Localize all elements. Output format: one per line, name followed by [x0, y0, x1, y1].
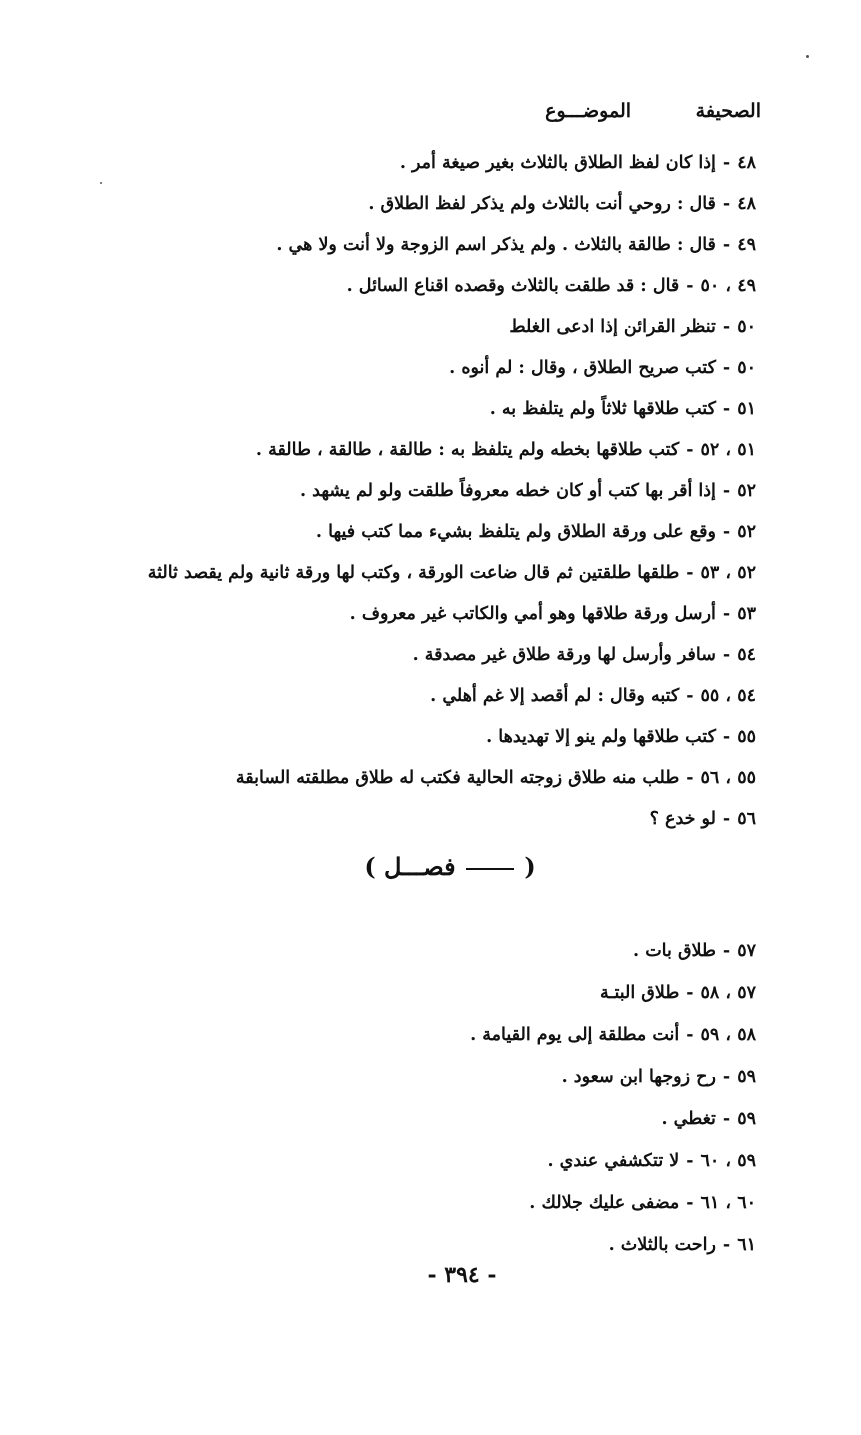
section-title-close-paren: ) — [364, 852, 376, 881]
page-column-heading: الصحيفة — [695, 100, 761, 122]
entry-topic-text: طلاق البتـة — [599, 983, 680, 1003]
entry-page-number: ٥٨ ، ٥٩ — [700, 1025, 756, 1045]
entry-page-number: ٥٧ — [737, 941, 756, 961]
entry-dash: - — [722, 1109, 731, 1129]
entry-topic-text: كتب طلاقها ثلاثاً ولم يتلفظ به . — [489, 399, 716, 419]
scan-speck — [100, 182, 102, 184]
entry-page-number: ٤٩ — [737, 235, 756, 255]
index-entry — [470, 972, 756, 1014]
entry-topic-text: كتب طلاقها ولم ينو إلا تهديدها . — [486, 727, 716, 747]
index-entry — [148, 758, 756, 799]
entry-page-number: ٥٩ ، ٦٠ — [700, 1151, 756, 1171]
entry-topic-text: إذا أقر بها كتب أو كان خطه معروفاً طلقت ولو لم يشهد . — [299, 481, 716, 501]
entry-topic-text: إذا كان لفظ الطلاق بالثلاث بغير صيغة أمر . — [399, 153, 716, 173]
entry-page-number: ٤٨ — [737, 194, 756, 214]
entry-topic-text: قال : قد طلقت بالثلاث وقصده اقناع السائل . — [346, 276, 680, 296]
entry-page-number: ٥٤ ، ٥٥ — [700, 686, 756, 706]
entry-topic-text: تنظر القرائن إذا ادعى الغلط — [509, 317, 716, 337]
entry-page-number: ٥٢ — [737, 481, 756, 501]
entry-topic-text: طلب منه طلاق زوجته الحالية فكتب له طلاق مطلقته السابقة — [235, 768, 680, 788]
index-entry — [148, 471, 756, 512]
index-entry — [148, 676, 756, 717]
scan-speck — [806, 55, 809, 58]
index-entry — [148, 184, 756, 225]
entry-page-number: ٥١ — [737, 399, 756, 419]
entry-topic-text: طلاق بات . — [633, 941, 716, 961]
section-title-open-paren: ( — [524, 852, 536, 881]
entry-topic-text: كتب طلاقها بخطه ولم يتلفظ به : طالقة ، طالقة ، طالقة . — [255, 440, 680, 460]
index-entry — [148, 635, 756, 676]
entry-dash: - — [686, 563, 694, 583]
index-entries-list — [148, 143, 756, 840]
index-entry — [148, 389, 756, 430]
entry-dash: - — [686, 1193, 694, 1213]
entry-topic-text: تغطي . — [661, 1109, 716, 1129]
entry-page-number: ٥٥ — [737, 727, 756, 747]
entry-dash: - — [722, 194, 731, 214]
entry-dash: - — [722, 604, 731, 624]
entry-topic-text: كتبه وقال : لم أقصد إلا غم أهلي . — [430, 686, 680, 706]
entry-page-number: ٥٥ ، ٥٦ — [700, 768, 756, 788]
entry-dash: - — [722, 399, 731, 419]
index-entry — [148, 266, 756, 307]
entry-dash: - — [722, 1067, 731, 1087]
entry-topic-text: لو خدع ؟ — [649, 809, 716, 829]
entry-page-number: ٥٢ — [737, 522, 756, 542]
entry-page-number: ٥٤ — [737, 645, 756, 665]
entry-dash: - — [686, 1025, 694, 1045]
entry-topic-text: أرسل ورقة طلاقها وهو أمي والكاتب غير معروف . — [349, 604, 716, 624]
entry-dash: - — [722, 317, 731, 337]
index-entry — [470, 1098, 756, 1140]
index-entries-list-section — [470, 930, 756, 1266]
entry-page-number: ٤٨ — [737, 153, 756, 173]
entry-dash: - — [686, 768, 694, 788]
entry-dash: - — [686, 276, 694, 296]
section-title — [0, 852, 861, 881]
index-header — [545, 100, 761, 122]
index-entry — [148, 594, 756, 635]
entry-page-number: ٥٩ — [737, 1109, 756, 1129]
entry-page-number: ٥٩ — [737, 1067, 756, 1087]
entry-dash: - — [722, 522, 731, 542]
index-entry — [148, 430, 756, 471]
entry-topic-text: طلقها طلقتين ثم قال ضاعت الورقة ، وكتب لها ورقة ثانية ولم يقصد ثالثة — [147, 563, 680, 583]
entry-topic-text: كتب صريح الطلاق ، وقال : لم أنوه . — [449, 358, 716, 378]
entry-page-number: ٥٦ — [737, 809, 756, 829]
entry-dash: - — [722, 727, 731, 747]
section-title-rule — [466, 868, 514, 870]
entry-dash: - — [722, 1235, 731, 1255]
entry-topic-text: سافر وأرسل لها ورقة طلاق غير مصدقة . — [412, 645, 716, 665]
entry-dash: - — [722, 481, 731, 501]
entry-topic-text: قال : طالقة بالثلاث . ولم يذكر اسم الزوجة ولا أنت ولا هي . — [276, 235, 716, 255]
entry-page-number: ٦١ — [737, 1235, 756, 1255]
entry-page-number: ٥٠ — [737, 317, 756, 337]
entry-page-number: ٥٣ — [737, 604, 756, 624]
entry-topic-text: قال : روحي أنت بالثلاث ولم يذكر لفظ الطلاق . — [368, 194, 716, 214]
entry-page-number: ٥٧ ، ٥٨ — [700, 983, 756, 1003]
entry-topic-text: راحت بالثلاث . — [608, 1235, 716, 1255]
entry-topic-text: وقع على ورقة الطلاق ولم يتلفظ بشيء مما كتب فيها . — [315, 522, 716, 542]
index-entry — [148, 143, 756, 184]
entry-topic-text: لا تتكشفي عندي . — [547, 1151, 680, 1171]
entry-page-number: ٥٢ ، ٥٣ — [700, 563, 756, 583]
index-entry — [470, 1140, 756, 1182]
entry-topic-text: أنت مطلقة إلى يوم القيامة . — [470, 1025, 680, 1045]
entry-page-number: ٥١ ، ٥٢ — [700, 440, 756, 460]
entry-page-number: ٦٠ ، ٦١ — [700, 1193, 756, 1213]
index-entry — [470, 930, 756, 972]
index-entry — [470, 1182, 756, 1224]
section-title-text: فصـــل — [384, 852, 456, 881]
entry-dash: - — [722, 809, 731, 829]
index-entry — [148, 348, 756, 389]
entry-page-number: ٤٩ ، ٥٠ — [700, 276, 756, 296]
entry-dash: - — [686, 440, 694, 460]
index-entry — [148, 553, 756, 594]
index-entry — [148, 799, 756, 840]
topic-column-heading: الموضـــوع — [545, 100, 632, 122]
index-entry — [470, 1224, 756, 1266]
entry-dash: - — [722, 235, 731, 255]
index-entry — [470, 1014, 756, 1056]
page-number: - ٣٩٤ - — [427, 1262, 497, 1288]
entry-dash: - — [722, 941, 731, 961]
index-entry — [470, 1056, 756, 1098]
entry-topic-text: مضفى عليك جلالك . — [529, 1193, 680, 1213]
entry-dash: - — [686, 1151, 694, 1171]
index-entry — [148, 225, 756, 266]
entry-dash: - — [686, 686, 694, 706]
index-entry — [148, 512, 756, 553]
entry-dash: - — [722, 153, 731, 173]
entry-dash: - — [722, 645, 731, 665]
index-entry — [148, 717, 756, 758]
entry-dash: - — [722, 358, 731, 378]
entry-dash: - — [686, 983, 694, 1003]
entry-page-number: ٥٠ — [737, 358, 756, 378]
entry-topic-text: رح زوجها ابن سعود . — [561, 1067, 716, 1087]
index-entry — [148, 307, 756, 348]
